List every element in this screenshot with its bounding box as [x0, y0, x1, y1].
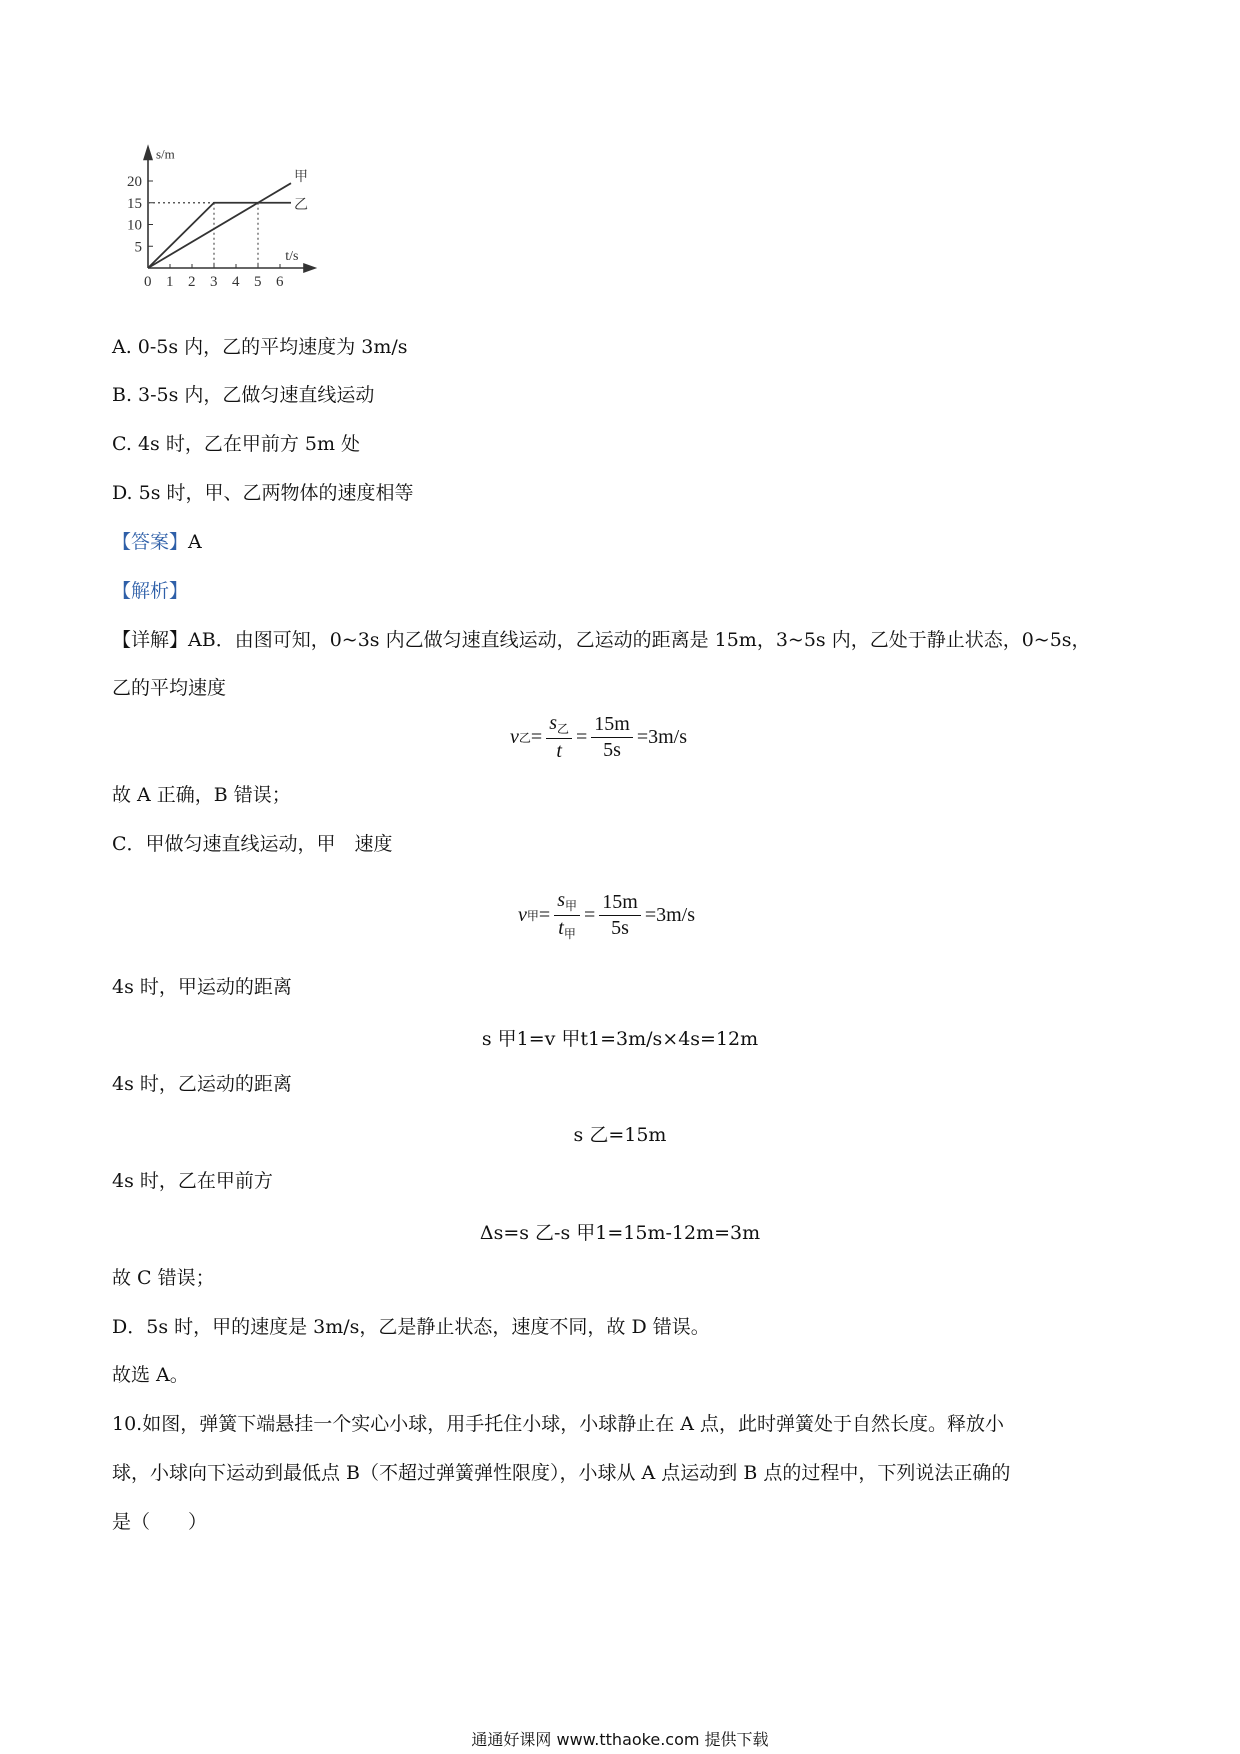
x-tick-label: 0	[144, 274, 152, 290]
x-axis-label: t/s	[285, 249, 299, 264]
x-tick-label: 2	[188, 274, 196, 290]
formula-yi-distance: s 乙=15m	[573, 1124, 667, 1146]
y-axis-label: s/m	[156, 146, 175, 162]
x-tick-label: 4	[232, 274, 240, 290]
series-line-2	[148, 203, 291, 268]
answer-line	[112, 530, 202, 554]
y-tick-label: 15	[127, 195, 142, 212]
q10-line-3: 是（ ）	[112, 1511, 208, 1533]
d-analysis: D．5s 时，甲的速度是 3m/s，乙是静止状态，速度不同，故 D 错误。	[112, 1316, 710, 1338]
formula-avg-speed-yi: v 乙 = $\frac{s_乙}{t}$ = $\frac{15m}{5s}$ =3m/s	[510, 712, 688, 762]
fraction-s-over-t: $\frac{s_乙}{t}$	[546, 712, 572, 763]
final-answer: 故选 A。	[112, 1364, 189, 1386]
fraction-15m-over-5s: $\frac{15m}{5s}$	[591, 713, 633, 762]
option-a: A. 0-5s 内，乙的平均速度为 3m/s	[112, 336, 408, 358]
detail-line-2: 乙的平均速度	[112, 677, 227, 699]
y-tick-label: 5	[134, 239, 142, 256]
x-tick-label: 5	[254, 274, 262, 290]
x-tick-label: 3	[210, 274, 218, 290]
option-b: B. 3-5s 内，乙做匀速直线运动	[112, 384, 375, 406]
x-tick-label: 1	[166, 274, 174, 290]
footer: 通通好课网 www.tthaoke.com 提供下载	[471, 1730, 769, 1749]
answer-label: 【答案】	[112, 531, 189, 553]
y-tick-label: 10	[127, 217, 142, 234]
detail-line-1	[112, 628, 1091, 652]
y-tick-label: 20	[127, 174, 142, 190]
series-label-2: 乙	[294, 197, 308, 213]
series-line-1	[148, 183, 291, 268]
option-c: C. 4s 时，乙在甲前方 5m 处	[112, 433, 361, 455]
s-t-graph	[108, 108, 358, 303]
detail-text-1: AB．由图可知，0~3s 内乙做匀速直线运动，乙运动的距离是 15m，3~5s 内，乙处于静止状态，0~5s，	[188, 629, 1091, 651]
formula-speed-jia: v 甲 = $\frac{s_甲}{t_甲}$ = $\frac{15m}{5s}$ =3m/s	[518, 889, 696, 941]
conclusion-ab: 故 A 正确，B 错误；	[112, 784, 291, 806]
c-analysis: C．甲做匀速直线运动，甲 速度	[112, 833, 393, 855]
y-axis-arrow	[143, 144, 153, 160]
x-axis-arrow	[303, 263, 317, 273]
text-4s-jia-distance: 4s 时，甲运动的距离	[112, 976, 292, 998]
x-tick-label: 6	[276, 274, 284, 290]
q10-line-1: 10.如图，弹簧下端悬挂一个实心小球，用手托住小球，小球静止在 A 点，此时弹簧处于自然长度。释放小	[112, 1413, 1005, 1435]
q10-line-2: 球，小球向下运动到最低点 B（不超过弹簧弹性限度），小球从 A 点运动到 B 点的过程中，下列说法正确的	[112, 1462, 1011, 1484]
formula-jia-distance: s 甲1=v 甲t1=3m/s×4s=12m	[481, 1028, 759, 1050]
detail-label: 【详解】	[112, 629, 189, 651]
formula-delta-s: Δs=s 乙-s 甲1=15m-12m=3m	[479, 1222, 761, 1244]
analysis-label: 【解析】	[112, 580, 189, 602]
conclusion-c: 故 C 错误；	[112, 1267, 215, 1289]
series-label-1: 甲	[294, 170, 308, 186]
s-t-graph-svg	[108, 108, 358, 303]
answer-value: A	[188, 531, 202, 553]
text-4s-front: 4s 时，乙在甲前方	[112, 1170, 273, 1192]
text-4s-yi-distance: 4s 时，乙运动的距离	[112, 1073, 292, 1095]
option-d: D. 5s 时，甲、乙两物体的速度相等	[112, 482, 414, 504]
